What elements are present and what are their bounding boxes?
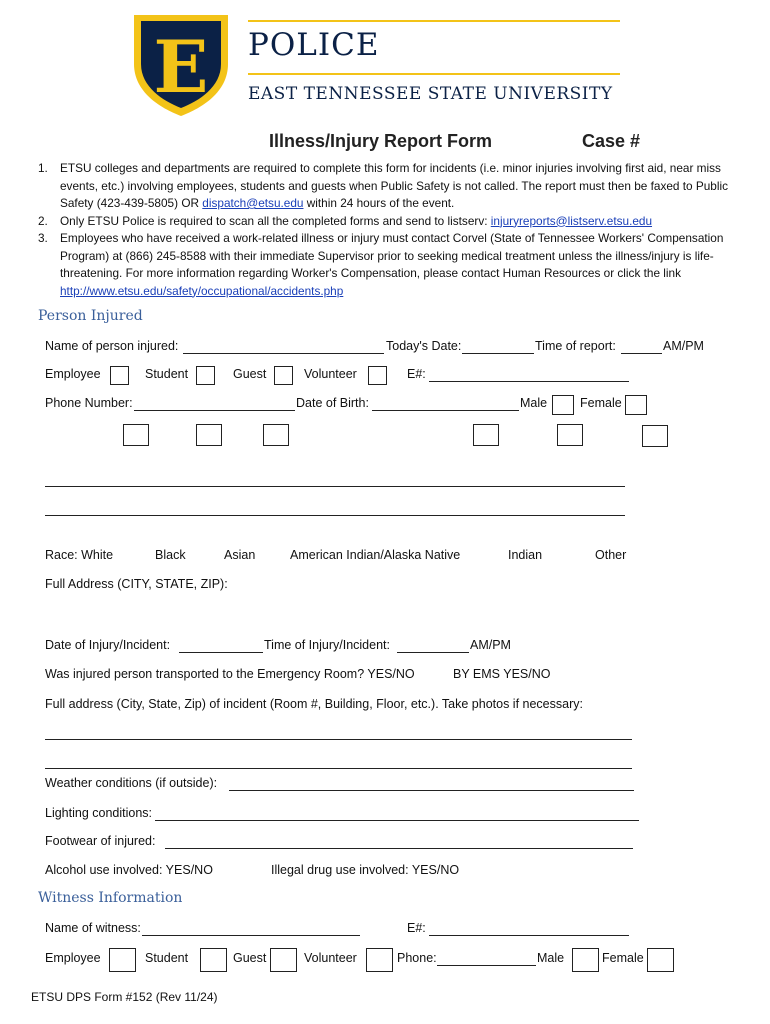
guest-checkbox[interactable] — [274, 366, 293, 385]
witness-name-field[interactable] — [142, 935, 360, 936]
svg-text:E: E — [153, 24, 209, 109]
instruction-item — [38, 230, 728, 300]
e-number-label: E#: — [407, 367, 426, 381]
race-american-indian-checkbox[interactable] — [473, 424, 499, 446]
time-of-report-label: Time of report: — [535, 339, 616, 353]
female-checkbox[interactable] — [625, 395, 647, 415]
instruction-number: 3. — [38, 231, 48, 245]
witness-student-checkbox[interactable] — [200, 948, 227, 972]
weather-label: Weather conditions (if outside): — [45, 776, 218, 790]
instructions-list — [38, 160, 728, 300]
volunteer-label: Volunteer — [304, 367, 357, 381]
witness-employee-checkbox[interactable] — [109, 948, 136, 972]
date-of-birth-label: Date of Birth: — [296, 396, 369, 410]
witness-heading: Witness Information — [38, 890, 183, 906]
witness-name-label: Name of witness: — [45, 921, 141, 935]
footwear-field[interactable] — [165, 848, 633, 849]
witness-e-number-label: E#: — [407, 921, 426, 935]
witness-phone-label: Phone: — [397, 951, 437, 965]
instruction-text: Only ETSU Police is required to scan all the completed forms and send to listserv: — [60, 213, 491, 228]
race-black-checkbox[interactable] — [196, 424, 222, 446]
incident-address-line[interactable] — [45, 768, 632, 769]
employee-checkbox[interactable] — [110, 366, 129, 385]
witness-female-checkbox[interactable] — [647, 948, 674, 972]
form-footer-id: ETSU DPS Form #152 (Rev 11/24) — [31, 990, 218, 1004]
instruction-text: ETSU colleges and departments are required to complete this form for incidents (i.e. minor injuries involving first aid, near miss events, etc.) involving employees, students and guests when Public Safety is not called. The report must then be faxed to Public Safety (423-439-5805) OR — [60, 161, 728, 210]
race-white-checkbox[interactable] — [123, 424, 149, 446]
witness-volunteer-checkbox[interactable] — [366, 948, 393, 972]
drug-question: Illegal drug use involved: YES/NO — [271, 863, 460, 877]
instruction-text: Employees who have received a work-related illness or injury must contact Corvel (State of Tennessee Workers' Compensation Program) at (866) 245-8588 with their immediate Supervisor prior to seeking medical treatment unless the illness/injury is life-threatening. For more information regarding Worker's Compensation, please contact Human Resources or click the link — [60, 231, 724, 280]
race-indian-label: Indian — [508, 548, 543, 562]
witness-e-number-field[interactable] — [429, 935, 629, 936]
race-other-checkbox[interactable] — [642, 425, 668, 447]
person-injured-heading: Person Injured — [38, 308, 143, 324]
race-white-label: Race: White — [45, 548, 114, 562]
case-number-label: Case # — [582, 131, 641, 151]
race-black-label: Black — [155, 548, 186, 562]
lighting-field[interactable] — [155, 820, 639, 821]
ems-question: BY EMS YES/NO — [453, 667, 551, 681]
date-of-injury-label: Date of Injury/Incident: — [45, 638, 171, 652]
guest-label: Guest — [233, 367, 267, 381]
listserv-email-link[interactable]: injuryreports@listserv.etsu.edu — [490, 213, 653, 228]
footwear-label: Footwear of injured: — [45, 834, 156, 848]
male-checkbox[interactable] — [552, 395, 574, 415]
full-address-label: Full Address (CITY, STATE, ZIP): — [45, 577, 228, 591]
blank-line[interactable] — [45, 486, 625, 487]
instruction-number: 1. — [38, 161, 48, 175]
male-label: Male — [520, 396, 548, 410]
weather-field[interactable] — [229, 790, 634, 791]
form-title: Illness/Injury Report Form — [269, 131, 493, 151]
am-pm-label: AM/PM — [470, 638, 511, 652]
instruction-number: 2. — [38, 213, 48, 228]
blank-line[interactable] — [45, 515, 625, 516]
witness-male-checkbox[interactable] — [572, 948, 599, 972]
witness-employee-label: Employee — [45, 951, 101, 965]
department-name: POLICE — [248, 27, 380, 63]
witness-male-label: Male — [537, 951, 565, 965]
phone-number-field[interactable] — [134, 410, 295, 411]
student-label: Student — [145, 367, 189, 381]
witness-phone-field[interactable] — [437, 965, 536, 966]
er-transport-question: Was injured person transported to the Emergency Room? YES/NO — [45, 667, 415, 681]
witness-guest-label: Guest — [233, 951, 267, 965]
race-other-label: Other — [595, 548, 627, 562]
name-of-person-field[interactable] — [183, 353, 384, 354]
accidents-page-link[interactable]: http://www.etsu.edu/safety/occupational/accidents.php — [60, 283, 344, 298]
lighting-label: Lighting conditions: — [45, 806, 153, 820]
university-name: EAST TENNESSEE STATE UNIVERSITY — [248, 84, 613, 104]
race-american-indian-label: American Indian/Alaska Native — [290, 548, 461, 562]
date-of-birth-field[interactable] — [372, 410, 519, 411]
witness-guest-checkbox[interactable] — [270, 948, 297, 972]
todays-date-field[interactable] — [462, 353, 534, 354]
name-of-person-label: Name of person injured: — [45, 339, 179, 353]
instruction-text: within 24 hours of the event. — [303, 196, 455, 210]
time-of-report-field[interactable] — [621, 353, 662, 354]
instruction-item — [38, 160, 728, 213]
volunteer-checkbox[interactable] — [368, 366, 387, 385]
phone-number-label: Phone Number: — [45, 396, 133, 410]
instruction-item — [38, 213, 728, 231]
header-top-rule — [248, 20, 620, 22]
witness-volunteer-label: Volunteer — [304, 951, 357, 965]
female-label: Female — [580, 396, 622, 410]
time-of-injury-label: Time of Injury/Incident: — [264, 638, 390, 652]
race-asian-label: Asian — [224, 548, 256, 562]
incident-address-line[interactable] — [45, 739, 632, 740]
am-pm-label: AM/PM — [663, 339, 704, 353]
time-of-injury-field[interactable] — [397, 652, 469, 653]
date-of-injury-field[interactable] — [179, 652, 263, 653]
alcohol-question: Alcohol use involved: YES/NO — [45, 863, 213, 877]
student-checkbox[interactable] — [196, 366, 215, 385]
e-number-field[interactable] — [429, 381, 629, 382]
incident-address-label: Full address (City, State, Zip) of incident (Room #, Building, Floor, etc.). Take photos if necessary: — [45, 697, 583, 711]
race-indian-checkbox[interactable] — [557, 424, 583, 446]
race-asian-checkbox[interactable] — [263, 424, 289, 446]
etsu-shield-logo — [130, 12, 232, 118]
witness-student-label: Student — [145, 951, 189, 965]
dispatch-email-link[interactable]: dispatch@etsu.edu — [202, 196, 304, 210]
employee-label: Employee — [45, 367, 101, 381]
todays-date-label: Today's Date: — [386, 339, 462, 353]
header-mid-rule — [248, 73, 620, 75]
witness-female-label: Female — [602, 951, 644, 965]
